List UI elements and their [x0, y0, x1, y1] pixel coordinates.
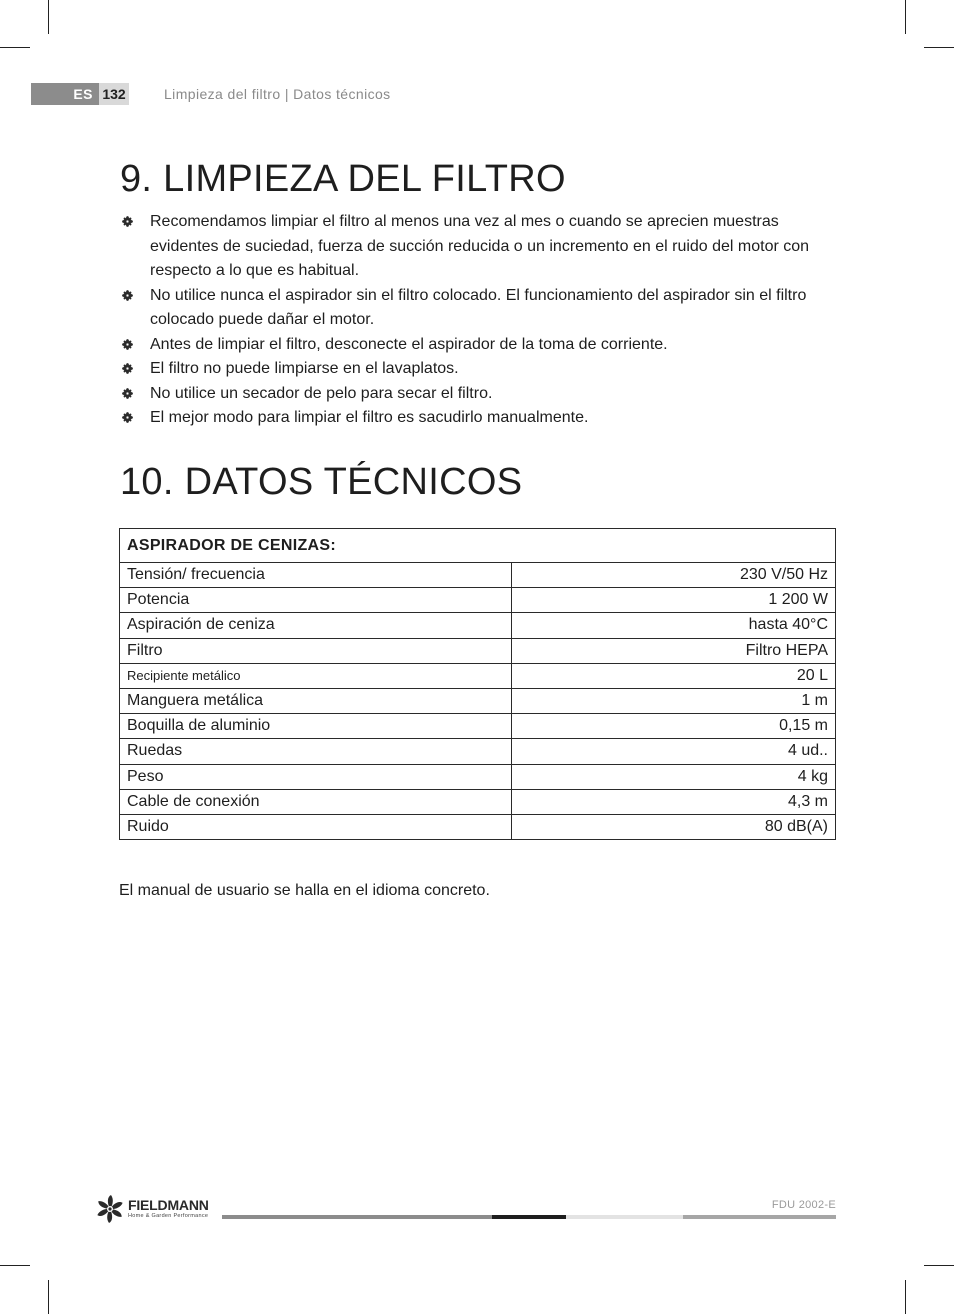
spec-value: 1 200 W	[512, 588, 836, 613]
spec-value: 230 V/50 Hz	[512, 563, 836, 588]
spec-label: Boquilla de aluminio	[120, 714, 512, 739]
logo-text	[128, 1198, 209, 1220]
technical-data-table	[119, 528, 836, 840]
spec-label: Filtro	[120, 638, 512, 663]
spec-label: Aspiración de ceniza	[120, 613, 512, 638]
crop-mark	[48, 0, 49, 34]
page-header-tab	[31, 83, 129, 105]
section-title-filter-cleaning: 9. LIMPIEZA DEL FILTRO	[120, 158, 566, 200]
list-item	[120, 406, 836, 431]
crop-mark	[0, 1265, 30, 1266]
spec-label: Manguera metálica	[120, 688, 512, 713]
list-item	[120, 357, 836, 382]
table-row	[120, 789, 836, 814]
spec-label: Recipiente metálico	[120, 663, 512, 688]
list-item	[120, 382, 836, 407]
filter-cleaning-list	[120, 210, 836, 431]
flower-bullet-icon	[122, 216, 133, 227]
language-note: El manual de usuario se halla en el idioma concreto.	[119, 882, 490, 899]
spec-value: 0,15 m	[512, 714, 836, 739]
list-item-text: El mejor modo para limpiar el filtro es sacudirlo manualmente.	[150, 409, 589, 426]
spec-value: 80 dB(A)	[512, 814, 836, 839]
section-title-technical-data: 10. DATOS TÉCNICOS	[120, 461, 523, 503]
list-item	[120, 210, 836, 284]
table-header: ASPIRADOR DE CENIZAS:	[120, 529, 836, 563]
crop-mark	[905, 1280, 906, 1314]
flower-bullet-icon	[122, 412, 133, 423]
spec-value: 4,3 m	[512, 789, 836, 814]
table-header-row	[120, 529, 836, 563]
flower-bullet-icon	[122, 290, 133, 301]
footer-color-bars	[222, 1215, 836, 1219]
crop-mark	[924, 47, 954, 48]
spec-value: 1 m	[512, 688, 836, 713]
table-row	[120, 663, 836, 688]
running-header: Limpieza del filtro | Datos técnicos	[164, 86, 391, 102]
table-row	[120, 688, 836, 713]
table-row	[120, 739, 836, 764]
list-item-text: No utilice nunca el aspirador sin el filtro colocado. El funcionamiento del aspirador sin el filtro colocado puede dañar el motor.	[150, 286, 807, 328]
spec-label: Potencia	[120, 588, 512, 613]
spec-value: hasta 40°C	[512, 613, 836, 638]
spec-label: Ruido	[120, 814, 512, 839]
list-item-text: No utilice un secador de pelo para secar el filtro.	[150, 384, 493, 402]
table-row	[120, 714, 836, 739]
table-row	[120, 814, 836, 839]
spec-label: Tensión/ frecuencia	[120, 563, 512, 588]
spec-value: 4 kg	[512, 764, 836, 789]
language-tag: ES	[31, 83, 99, 105]
fan-logo-icon	[94, 1193, 126, 1225]
list-item-text: Recomendamos limpiar el filtro al menos una vez al mes o cuando se aprecien muestras evidentes de suciedad, fuerza de succión reducida o un incremento en el ruido del motor con respecto a lo que es habitual.	[150, 213, 810, 279]
table-row	[120, 764, 836, 789]
footer-bar-segment	[566, 1215, 683, 1219]
footer-bar-segment	[683, 1215, 836, 1219]
brand-name: FIELDMANN	[128, 1197, 209, 1214]
list-item-text: Antes de limpiar el filtro, desconecte el aspirador de la toma de corriente.	[150, 335, 668, 353]
flower-bullet-icon	[122, 363, 133, 374]
list-item	[120, 284, 836, 333]
page-number: 132	[99, 83, 129, 105]
flower-bullet-icon	[122, 388, 133, 399]
crop-mark	[48, 1280, 49, 1314]
brand-tagline: Home & Garden Performance	[128, 1213, 209, 1220]
table-row	[120, 588, 836, 613]
spec-value: Filtro HEPA	[512, 638, 836, 663]
spec-label: Cable de conexión	[120, 789, 512, 814]
table-row	[120, 563, 836, 588]
table-row	[120, 638, 836, 663]
footer-bar-segment	[492, 1215, 566, 1219]
crop-mark	[0, 47, 30, 48]
spec-label: Ruedas	[120, 739, 512, 764]
list-item	[120, 333, 836, 358]
list-item-text: El filtro no puede limpiarse en el lavaplatos.	[150, 360, 459, 377]
spec-value: 20 L	[512, 663, 836, 688]
footer-bar-segment	[222, 1215, 492, 1219]
flower-bullet-icon	[122, 339, 133, 350]
crop-mark	[905, 0, 906, 34]
crop-mark	[924, 1265, 954, 1266]
table-row	[120, 613, 836, 638]
spec-value: 4 ud..	[512, 739, 836, 764]
spec-label: Peso	[120, 764, 512, 789]
model-code: FDU 2002-E	[771, 1199, 836, 1211]
brand-logo	[94, 1193, 222, 1225]
